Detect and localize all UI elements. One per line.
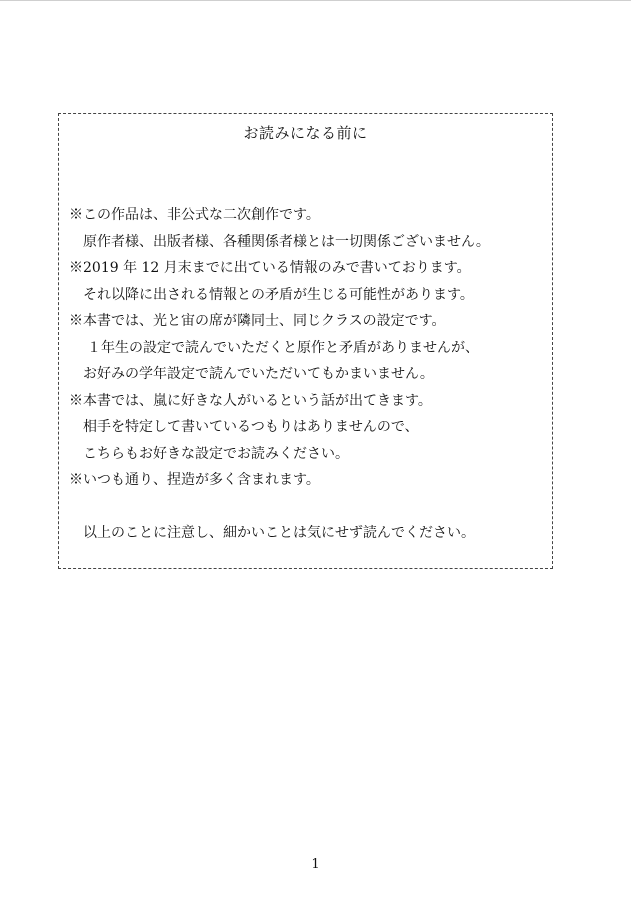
- notice-line-4: それ以降に出される情報との矛盾が生じる可能性があります。: [83, 286, 474, 303]
- notice-line-8: ※本書では、嵐に好きな人がいるという話が出てきます。: [69, 392, 432, 409]
- notice-line-7: お好みの学年設定で読んでいただいてもかまいません。: [83, 366, 434, 382]
- notice-line-blank: [69, 494, 547, 521]
- notice-lines: [69, 202, 547, 547]
- notice-line-closing: 以上のことに注意し、細かいことは気にせず読んでください。: [83, 525, 475, 541]
- notice-line-11: ※いつも通り、捏造が多く含まれます。: [69, 472, 320, 488]
- notice-line-10: こちらもお好きな設定でお読みください。: [83, 445, 349, 462]
- notice-line-9: 相手を特定して書いているつもりはありませんので、: [83, 419, 419, 435]
- notice-line-1: ※この作品は、非公式な二次創作です。: [69, 207, 320, 223]
- notice-line-6: １年生の設定で読んでいただくと原作と矛盾がありませんが、: [87, 339, 479, 356]
- notice-line-3: ※2019 年 12 月末までに出ている情報のみで書いております。: [69, 260, 471, 276]
- notice-line-2: 原作者様、出版者様、各種関係者様とは一切関係ございません。: [83, 233, 490, 250]
- page-top-rule: [0, 0, 631, 1]
- page-number: 1: [311, 857, 320, 872]
- notice-line-5: ※本書では、光と宙の席が隣同士、同じクラスの設定です。: [69, 313, 446, 329]
- notice-title: お読みになる前に: [243, 124, 368, 142]
- notice-box: [58, 113, 553, 569]
